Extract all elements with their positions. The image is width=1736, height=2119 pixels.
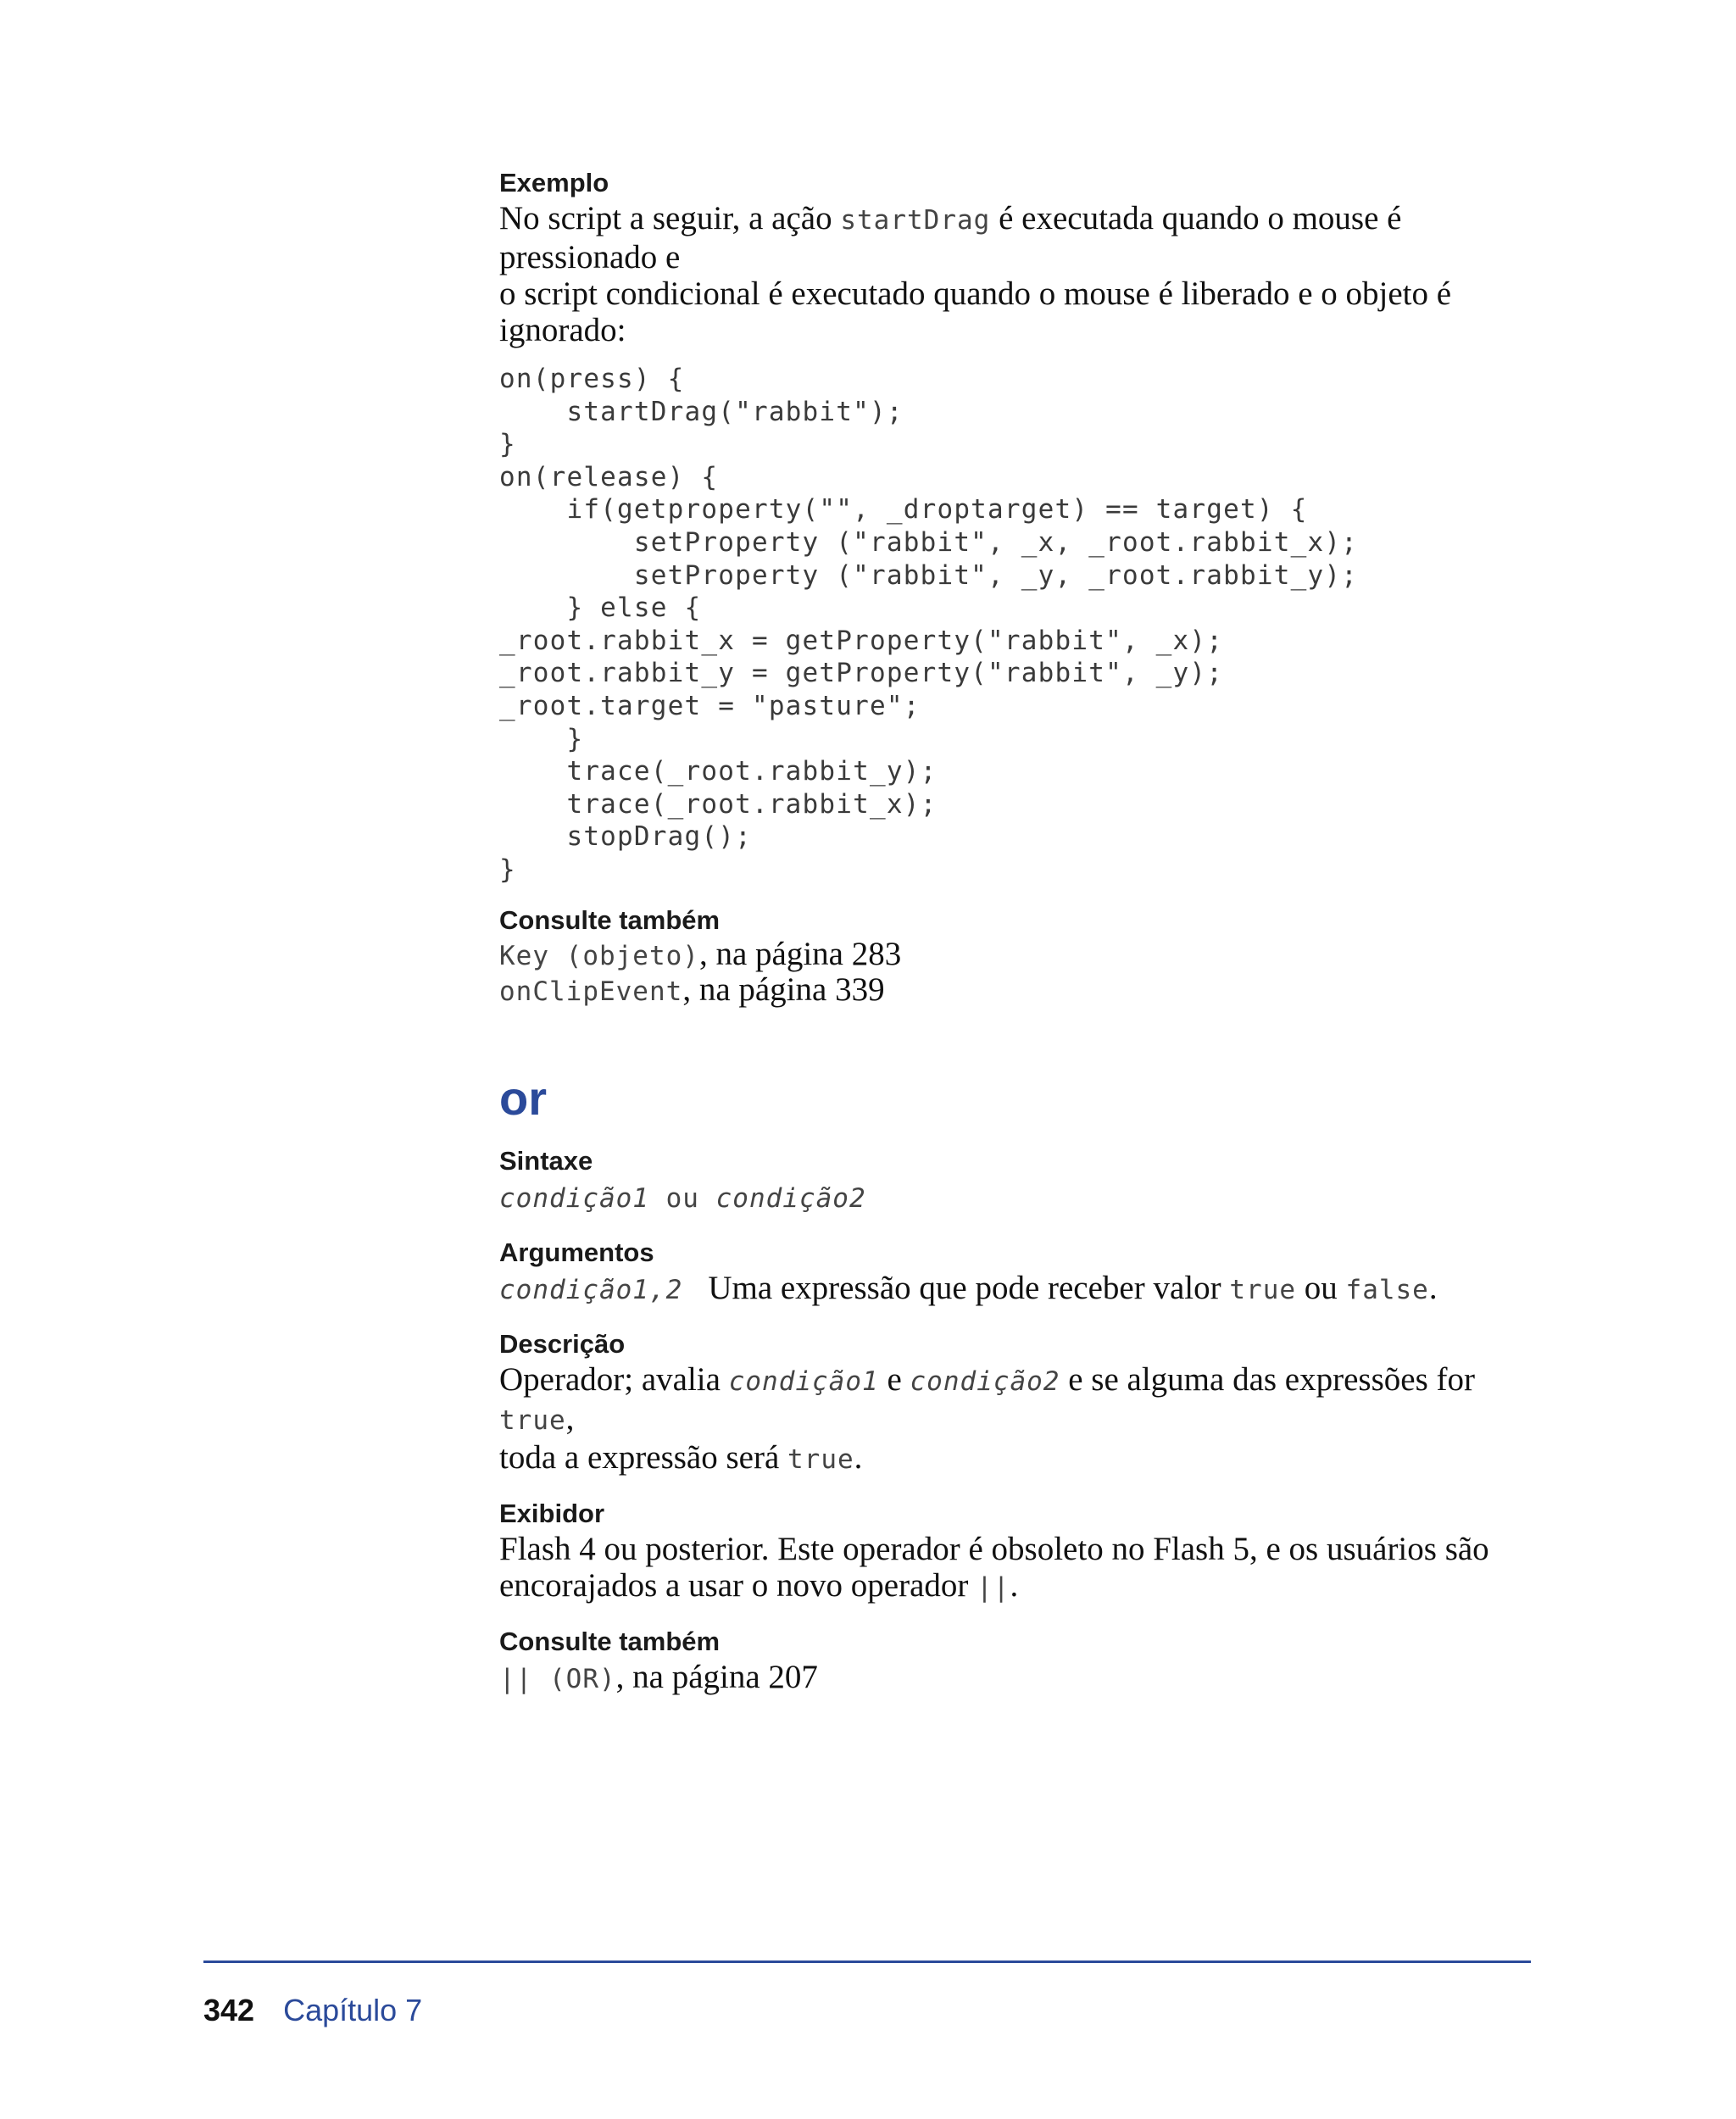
syntax-arg2: condição2 bbox=[715, 1182, 866, 1214]
see-also-heading-2: Consulte também bbox=[499, 1626, 721, 1656]
desc-c1: condição1 bbox=[728, 1365, 879, 1397]
intro-text-1: No script a seguir, a ação bbox=[499, 200, 841, 236]
description-heading: Descrição bbox=[499, 1328, 626, 1359]
page-number: 342 bbox=[203, 1993, 255, 2027]
player-line1: Flash 4 ou posterior. Este operador é obsoleto no Flash 5, e os usuários são bbox=[499, 1530, 1489, 1567]
intro-text-2: é executada quando o mouse é pressionado e bbox=[499, 200, 1402, 275]
syntax-word-ou: ou bbox=[648, 1182, 716, 1214]
player-line2-code: || bbox=[976, 1571, 1010, 1603]
player-line2-text: encorajados a usar o novo operador bbox=[499, 1566, 977, 1604]
argument-code-true: true bbox=[1229, 1274, 1297, 1305]
see-also-heading-1: Consulte também bbox=[499, 904, 721, 935]
syntax-arg1: condição1 bbox=[499, 1182, 649, 1214]
syntax-line bbox=[499, 1178, 1546, 1217]
desc-t1: Operador; avalia bbox=[499, 1360, 729, 1398]
argument-text-1: Uma expressão que pode receber valor bbox=[708, 1269, 1230, 1306]
example-intro bbox=[499, 200, 1546, 348]
argument-text-2: ou bbox=[1296, 1269, 1346, 1306]
page-content bbox=[499, 166, 1546, 1698]
see-also-text-key: , na página 283 bbox=[698, 935, 902, 972]
player-text bbox=[499, 1531, 1546, 1606]
see-also-link-onclipevent[interactable]: onClipEvent bbox=[499, 976, 683, 1007]
page-footer bbox=[203, 1992, 422, 2029]
see-also-list-2 bbox=[499, 1659, 1546, 1698]
footer-rule bbox=[203, 1960, 1531, 1963]
desc-t3: e se alguma das expressões for bbox=[1060, 1360, 1475, 1398]
argument-name: condição1,2 bbox=[499, 1274, 683, 1305]
desc-c3: true bbox=[499, 1404, 566, 1436]
description-text bbox=[499, 1361, 1546, 1478]
section-title-or: or bbox=[499, 1071, 547, 1125]
see-also-text-or: , na página 207 bbox=[615, 1658, 818, 1695]
see-also-list-1 bbox=[499, 937, 1546, 1009]
intro-text-3: o script condicional é executado quando o mouse é liberado e o objeto é ignorado: bbox=[499, 275, 1452, 348]
arguments-heading: Argumentos bbox=[499, 1237, 654, 1267]
see-also-link-or[interactable]: || (OR) bbox=[499, 1663, 616, 1694]
argument-code-false: false bbox=[1345, 1274, 1429, 1305]
argument-text-3: . bbox=[1428, 1269, 1438, 1306]
syntax-heading: Sintaxe bbox=[499, 1145, 593, 1176]
desc-t2: e bbox=[878, 1360, 910, 1398]
desc-t6: . bbox=[854, 1438, 863, 1476]
see-also-link-key[interactable]: Key (objeto) bbox=[499, 940, 699, 971]
player-line2-end: . bbox=[1010, 1566, 1019, 1604]
desc-t5: toda a expressão será bbox=[499, 1438, 788, 1476]
see-also-text-onclipevent: , na página 339 bbox=[682, 971, 885, 1008]
intro-code-startdrag: startDrag bbox=[840, 205, 991, 236]
player-heading: Exibidor bbox=[499, 1498, 605, 1528]
example-heading: Exemplo bbox=[499, 168, 609, 197]
desc-t4: , bbox=[565, 1399, 575, 1437]
example-code-block: on(press) { startDrag("rabbit"); } on(release) { if(getproperty("", _droptarget) == target) { setProperty ("rabbit", _x, _root.rabbit_x); setProperty ("rabbit", _y, _root.rabbit_y); } else { _root.rabbit_x = getProperty("rabbit", _x); _root.rabbit_y = getProperty("rabbit", _y); _root.target = "pasture"; } trace(_root.rabbit_y); trace(_root.rabbit_x); stopDrag(); } bbox=[499, 364, 1359, 885]
desc-c4: true bbox=[787, 1443, 854, 1475]
arguments-line bbox=[499, 1270, 1546, 1309]
desc-c2: condição2 bbox=[910, 1365, 1060, 1397]
chapter-label: Capítulo 7 bbox=[283, 1993, 423, 2027]
